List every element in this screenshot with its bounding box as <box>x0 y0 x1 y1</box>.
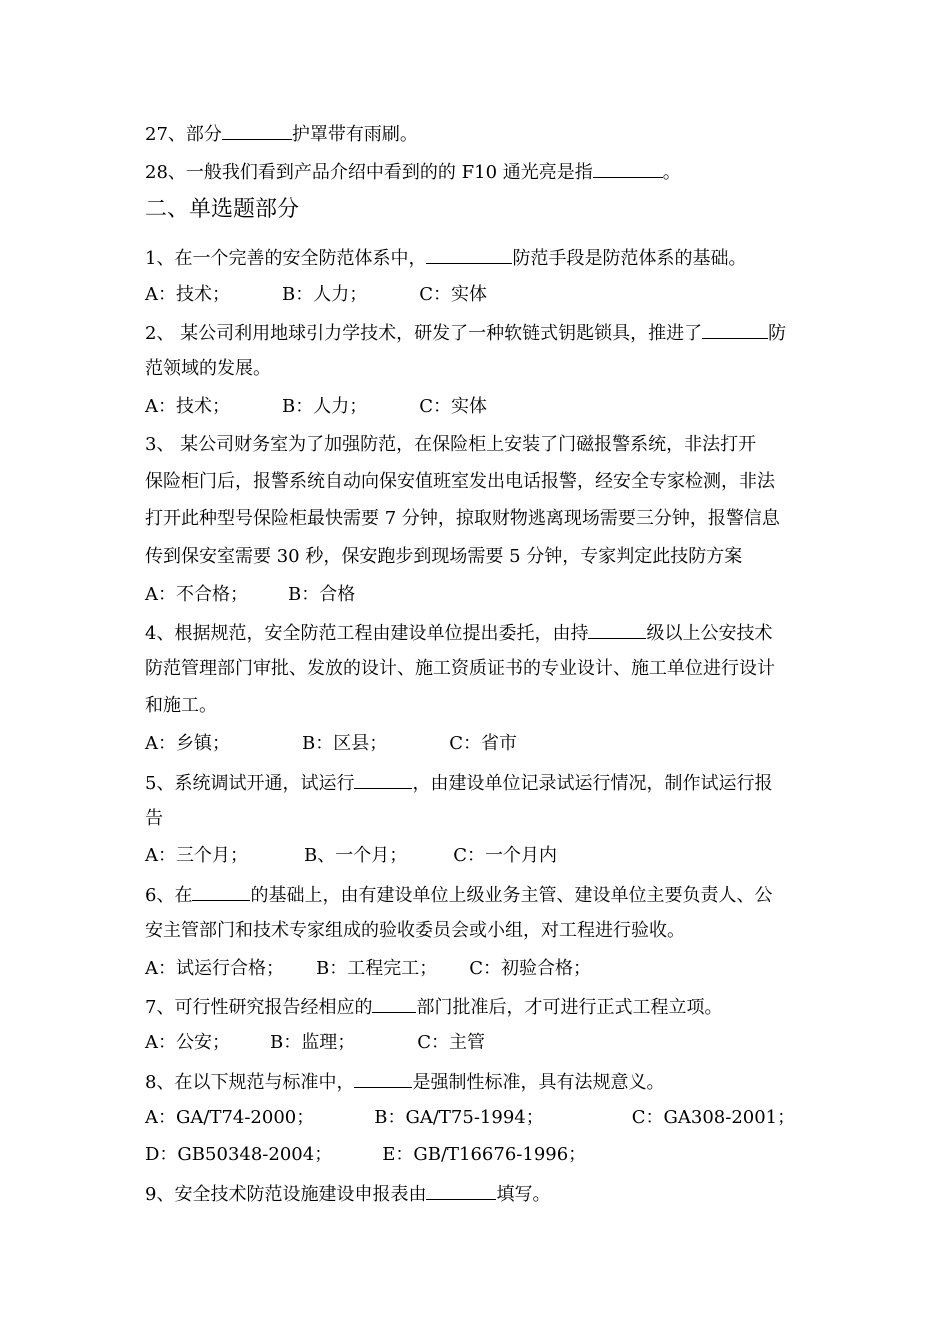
q1-option-c: C：实体 <box>419 284 488 305</box>
q27-text-post: 护罩带有雨刷。 <box>291 124 418 145</box>
question-2 <box>145 320 786 346</box>
q2-option-a: A：技术； <box>145 396 230 417</box>
q6-options <box>145 957 591 981</box>
question-7 <box>145 994 722 1020</box>
q4-text-post: 级以上公安技术 <box>646 623 773 644</box>
question-8 <box>145 1069 664 1095</box>
q6-option-c: C：初验合格； <box>469 958 592 979</box>
q8-option-c: C：GA308-2001； <box>631 1107 796 1128</box>
question-5 <box>145 770 772 796</box>
q3-line1: 3、 某公司财务室为了加强防范，在保险柜上安装了门磁报警系统，非法打开 <box>145 434 757 455</box>
q8-options <box>145 1106 795 1130</box>
q3-line4: 传到保安室需要 30 秒，保安跑步到现场需要 5 分钟，专家判定此技防方案 <box>145 546 743 567</box>
q7-text-pre: 7、可行性研究报告经相应的 <box>145 997 373 1018</box>
q4-options <box>145 732 517 756</box>
q2-option-c: C：实体 <box>419 396 488 417</box>
q7-option-b: B：监理； <box>270 1032 356 1053</box>
question-6 <box>145 882 772 908</box>
q7-option-c: C：主管 <box>417 1032 486 1053</box>
q8-text-pre: 8、在以下规范与标准中， <box>145 1072 355 1093</box>
question-27 <box>145 121 418 147</box>
q9-text-pre: 9、安全技术防范设施建设申报表由 <box>145 1184 427 1205</box>
q28-text-pre: 28、一般我们看到产品介绍中看到的的 F10 通光亮是指 <box>145 162 593 183</box>
q8-option-a: A：GA/T74-2000； <box>145 1107 315 1128</box>
question-9 <box>145 1181 550 1207</box>
q4-option-b: B：区县； <box>302 733 388 754</box>
q8-option-e: E：GB/T16676-1996； <box>382 1144 587 1165</box>
q8-options-2 <box>145 1143 586 1167</box>
q4-line2: 防范管理部门审批、发放的设计、施工资质证书的专业设计、施工单位进行设计 <box>145 658 775 679</box>
q3-option-a: A：不合格； <box>145 584 248 605</box>
q4-text-pre: 4、根据规范，安全防范工程由建设单位提出委托，由持 <box>145 623 589 644</box>
q8-option-d: D：GB50348-2004； <box>145 1144 333 1165</box>
q5-option-a: A：三个月； <box>145 845 248 866</box>
q8-blank <box>354 1069 412 1088</box>
q5-text-post: ，由建设单位记录试运行情况，制作试运行报 <box>412 773 773 794</box>
q2-text-pre: 2、 某公司利用地球引力学技术，研发了一种软链式钥匙锁具，推进了 <box>145 323 703 344</box>
q2-options <box>145 395 487 419</box>
q3-line2: 保险柜门后，报警系统自动向保安值班室发出电话报警，经安全专家检测，非法 <box>145 471 775 492</box>
q8-text-post: 是强制性标准，具有法规意义。 <box>412 1072 665 1093</box>
q7-blank <box>372 994 416 1013</box>
q6-text-post: 的基础上，由有建设单位上级业务主管、建设单位主要负责人、公 <box>250 885 773 906</box>
q5-option-b: B、一个月； <box>304 845 408 866</box>
q5-blank <box>354 770 412 789</box>
q1-text-pre: 1、在一个完善的安全防范体系中， <box>145 248 427 269</box>
q6-option-a: A：试运行合格； <box>145 958 284 979</box>
q1-options <box>145 283 487 307</box>
q1-option-a: A：技术； <box>145 284 230 305</box>
q9-blank <box>426 1181 496 1200</box>
q5-options <box>145 844 557 868</box>
q4-blank <box>588 620 646 639</box>
section-title: 二、单选题部分 <box>145 197 300 222</box>
q28-blank <box>593 159 663 178</box>
q3-option-b: B：合格 <box>288 584 356 605</box>
q27-text-pre: 27、部分 <box>145 124 222 145</box>
q6-option-b: B：工程完工； <box>316 958 438 979</box>
q1-text-post: 防范手段是防范体系的基础。 <box>512 248 747 269</box>
q2-blank <box>702 320 768 339</box>
q28-text-post: 。 <box>662 162 681 183</box>
q7-option-a: A：公安； <box>145 1032 230 1053</box>
q5-option-c: C：一个月内 <box>453 845 558 866</box>
q7-options <box>145 1031 485 1055</box>
q5-text-pre: 5、系统调试开通，试运行 <box>145 773 355 794</box>
q4-option-a: A：乡镇； <box>145 733 230 754</box>
q2-option-b: B：人力； <box>282 396 368 417</box>
q5-line2: 告 <box>145 808 163 829</box>
question-1 <box>145 245 746 271</box>
q6-line2: 安主管部门和技术专家组成的验收委员会或小组，对工程进行验收。 <box>145 920 685 941</box>
q27-blank <box>222 121 292 140</box>
q2-text-post: 防 <box>768 323 787 344</box>
q4-option-c: C：省市 <box>449 733 518 754</box>
q1-blank <box>426 245 512 264</box>
q2-line2: 范领域的发展。 <box>145 358 271 379</box>
q8-option-b: B：GA/T75-1994； <box>374 1107 544 1128</box>
q1-option-b: B：人力； <box>282 284 368 305</box>
q7-text-post: 部门批准后，才可进行正式工程立项。 <box>416 997 723 1018</box>
question-28 <box>145 159 681 185</box>
question-4 <box>145 620 772 646</box>
q3-options <box>145 583 355 607</box>
q6-blank <box>192 882 250 901</box>
q9-text-post: 填写。 <box>496 1184 551 1205</box>
q3-line3: 打开此种型号保险柜最快需要 7 分钟，掠取财物逃离现场需要三分钟，报警信息 <box>145 508 780 529</box>
q6-text-pre: 6、在 <box>145 885 193 906</box>
q4-line3: 和施工。 <box>145 695 217 716</box>
